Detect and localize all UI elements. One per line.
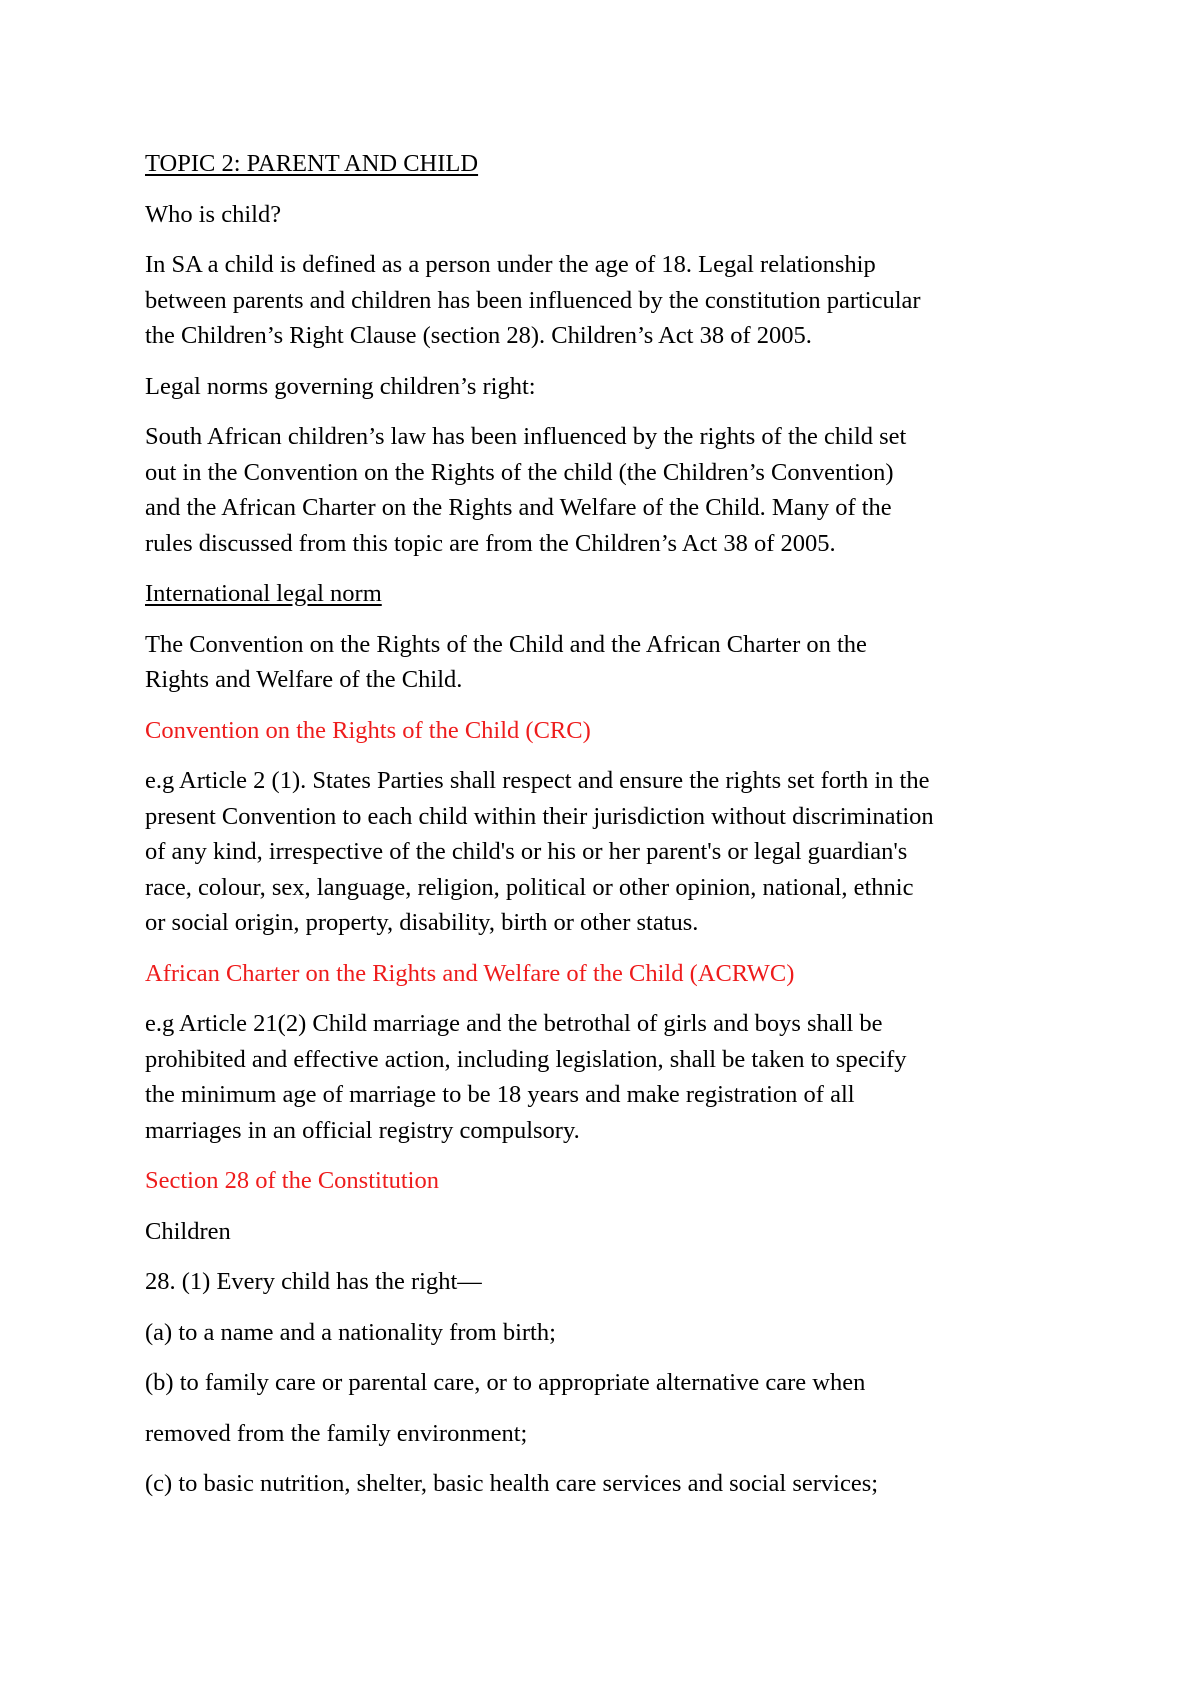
document-body (145, 146, 1075, 1517)
norms-line: and the African Charter on the Rights and Welfare of the Child. Many of the (145, 494, 892, 521)
international-line: Rights and Welfare of the Child. (145, 666, 463, 693)
crc-line: race, colour, sex, language, religion, political or other opinion, national, ethnic (145, 873, 914, 901)
s28-item-a: (a) to a name and a nationality from birth; (145, 1318, 556, 1346)
norms-paragraph (145, 419, 1075, 561)
norms-heading: Legal norms governing children’s right: (145, 372, 536, 400)
international-heading: International legal norm (145, 580, 382, 607)
acrwc-line: marriages in an official registry compulsory. (145, 1116, 580, 1144)
s28-item-b-line1: (b) to family care or parental care, or to appropriate alternative care when (145, 1369, 866, 1396)
intro-line: the Children’s Right Clause (section 28). Children’s Act 38 of 2005. (145, 322, 812, 349)
intro-paragraph (145, 247, 1075, 354)
crc-paragraph (145, 763, 1075, 941)
norms-line: out in the Convention on the Rights of the child (the Children’s Convention) (145, 458, 894, 486)
international-paragraph (145, 627, 1075, 698)
s28-item-b-line2: removed from the family environment; (145, 1419, 528, 1447)
acrwc-heading: African Charter on the Rights and Welfare of the Child (ACRWC) (145, 959, 795, 987)
norms-line: rules discussed from this topic are from the Children’s Act 38 of 2005. (145, 529, 836, 557)
section28-heading: Section 28 of the Constitution (145, 1167, 439, 1194)
crc-heading: Convention on the Rights of the Child (CRC) (145, 716, 591, 744)
acrwc-line: e.g Article 21(2) Child marriage and the betrothal of girls and boys shall be (145, 1010, 883, 1037)
crc-line: or social origin, property, disability, birth or other status. (145, 909, 699, 936)
crc-line: e.g Article 2 (1). States Parties shall respect and ensure the rights set forth in the (145, 767, 930, 794)
children-label: Children (145, 1217, 231, 1245)
acrwc-paragraph (145, 1006, 1075, 1148)
acrwc-line: the minimum age of marriage to be 18 years and make registration of all (145, 1081, 855, 1108)
s28-intro: 28. (1) Every child has the right— (145, 1268, 482, 1295)
crc-line: of any kind, irrespective of the child's or his or her parent's or legal guardian's (145, 838, 908, 865)
international-line: The Convention on the Rights of the Child and the African Charter on the (145, 630, 867, 658)
s28-item-c: (c) to basic nutrition, shelter, basic health care services and social services; (145, 1470, 879, 1497)
intro-line: between parents and children has been influenced by the constitution particular (145, 286, 921, 314)
intro-line: In SA a child is defined as a person under the age of 18. Legal relationship (145, 251, 876, 278)
page-title: TOPIC 2: PARENT AND CHILD (145, 150, 479, 177)
norms-line: South African children’s law has been influenced by the rights of the child set (145, 423, 907, 450)
who-is-child-heading: Who is child? (145, 200, 282, 228)
acrwc-line: prohibited and effective action, including legislation, shall be taken to specify (145, 1045, 907, 1073)
crc-line: present Convention to each child within their jurisdiction without discrimination (145, 802, 934, 830)
